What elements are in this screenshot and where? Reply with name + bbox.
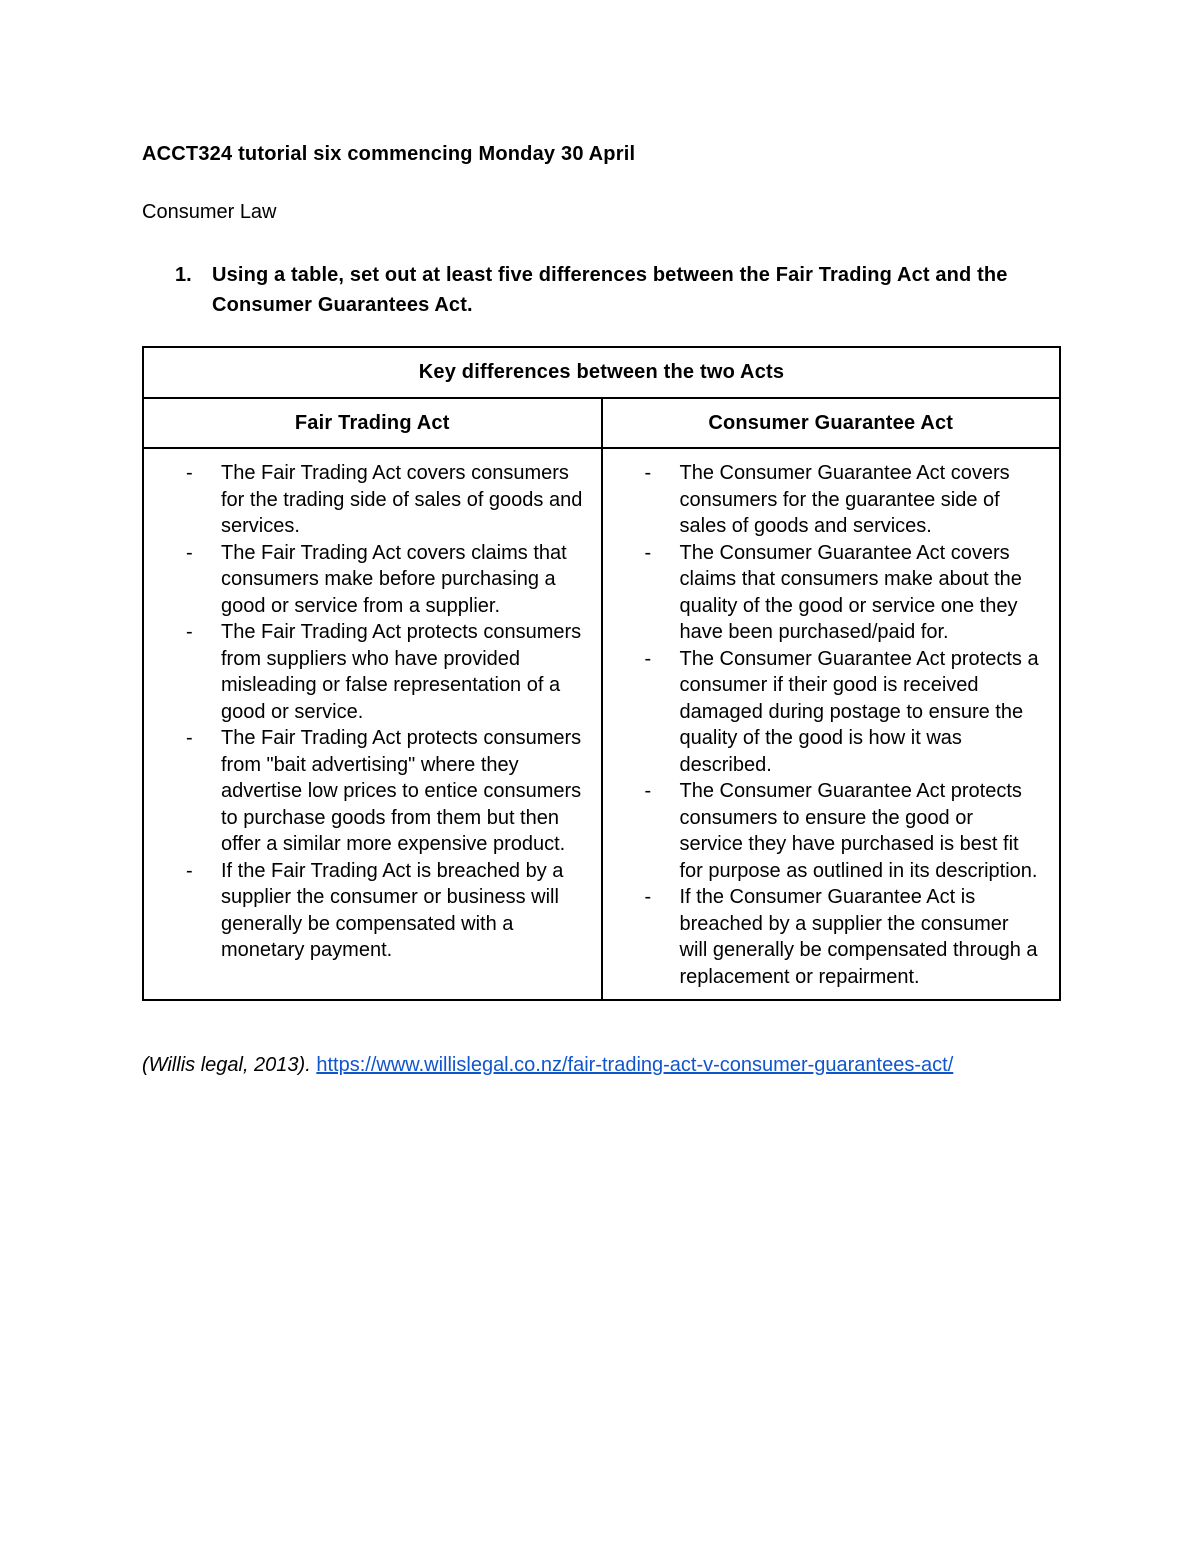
dash-bullet: - — [186, 462, 193, 484]
list-item-text: If the Consumer Guarantee Act is breached by a supplier the consumer will generally be compensated through a replacement or repairment. — [679, 886, 1038, 988]
question-1 — [175, 260, 1075, 320]
consumer-guarantee-list — [603, 460, 1042, 990]
list-item-text: The Fair Trading Act covers consumers for the trading side of sales of goods and services. — [221, 462, 583, 537]
fair-trading-cell — [143, 448, 602, 1000]
dash-bullet: - — [186, 859, 193, 882]
list-item — [144, 540, 583, 620]
list-item — [603, 460, 1042, 540]
dash-bullet: - — [644, 462, 652, 484]
citation-link[interactable]: https://www.willislegal.co.nz/fair-trading-act-v-consumer-guarantees-act/ — [316, 1054, 954, 1076]
list-item — [603, 884, 1042, 990]
list-item — [603, 646, 1042, 779]
page-title: ACCT324 tutorial six commencing Monday 30 April — [142, 143, 636, 165]
list-item — [144, 619, 583, 725]
list-item — [144, 460, 583, 540]
list-item-text: The Fair Trading Act covers claims that consumers make before purchasing a good or service from a supplier. — [221, 541, 567, 617]
list-item-text: If the Fair Trading Act is breached by a supplier the consumer or business will generally be compensated with a monetary payment. — [221, 859, 564, 961]
table-caption: Key differences between the two Acts — [143, 347, 1060, 398]
list-item-text: The Consumer Guarantee Act protects consumers to ensure the good or service they have purchased is best fit for purpose as outlined in its description. — [679, 780, 1038, 882]
consumer-guarantee-cell — [602, 448, 1061, 1000]
column-header-fair-trading: Fair Trading Act — [143, 398, 602, 448]
list-item — [603, 540, 1042, 646]
list-item-text: The Fair Trading Act protects consumers from "bait advertising" where they advertise low prices to entice consumers to purchase goods from them but then offer a similar more expensive product. — [221, 727, 582, 855]
citation — [142, 1054, 953, 1077]
list-item — [144, 725, 583, 858]
fair-trading-list — [144, 460, 583, 964]
list-item-text: The Consumer Guarantee Act covers consumers for the guarantee side of sales of goods and services. — [679, 462, 1010, 537]
list-item-text: The Consumer Guarantee Act covers claims that consumers make about the quality of the good or service one they have been purchased/paid for. — [679, 541, 1022, 643]
question-text: Using a table, set out at least five differences between the Fair Trading Act and the Consumer Guarantees Act. — [212, 264, 1008, 316]
dash-bullet: - — [186, 541, 193, 564]
citation-text: (Willis legal, 2013). — [142, 1054, 311, 1076]
dash-bullet: - — [644, 780, 652, 802]
dash-bullet: - — [644, 886, 652, 908]
column-header-consumer-guarantee: Consumer Guarantee Act — [602, 398, 1061, 448]
differences-table — [142, 346, 1061, 1001]
list-item-text: The Consumer Guarantee Act protects a consumer if their good is received damaged during postage to ensure the quality of the good is how it was described. — [679, 647, 1039, 776]
list-item-text: The Fair Trading Act protects consumers from suppliers who have provided misleading or false representation of a good or service. — [221, 621, 582, 723]
dash-bullet: - — [644, 541, 652, 564]
dash-bullet: - — [186, 727, 193, 749]
list-item — [603, 778, 1042, 884]
list-item — [144, 858, 583, 964]
dash-bullet: - — [186, 621, 193, 643]
section-subtitle: Consumer Law — [142, 201, 277, 223]
question-number: 1. — [175, 264, 192, 286]
dash-bullet: - — [644, 647, 652, 670]
